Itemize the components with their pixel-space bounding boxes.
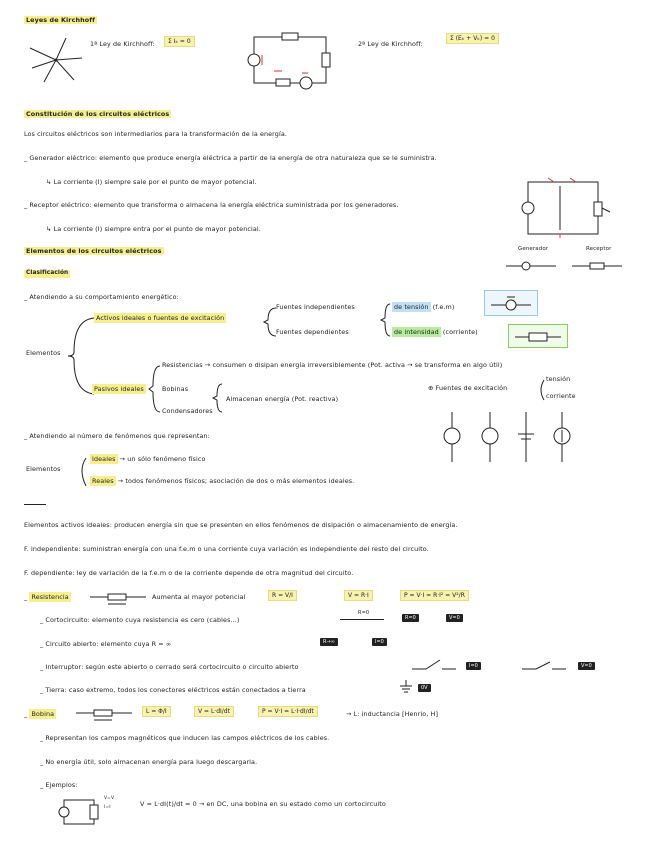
first-law-label: 1ª Ley de Kirchhoff: [90,40,155,48]
fuentes-dependientes: Fuentes dependientes [276,328,349,336]
bob-desc-1: _ Representan los campos magnéticos que inducen las campos eléctricos de los cables. [40,734,330,742]
abierto-def: _ Circuito abierto: elemento cuya R = ∞ [40,640,172,648]
elementos-title: Elementos de los circuitos eléctricos [26,247,162,255]
tierra-def: _ Tierra: caso extremo, todos los conectores eléctricos están conectados a tierra [40,686,306,694]
brace-excitacion [534,378,546,402]
bob-formula-1: L = Φ/I [142,706,171,717]
switch-symbols [412,658,592,672]
example-circuit [56,796,106,828]
ejemplo-t2: I=I [104,805,111,810]
fuente-tension: tensión [546,375,571,383]
activos-ideales: Activos ideales o fuentes de excitación [96,314,225,322]
bob-desc-2: _ No energía útil, solo almacenan energía para luego descargarla. [40,758,258,766]
constitucion-title: Constitución de los circuitos eléctricos [26,110,170,118]
ejemplo-t1: V=V [104,796,115,801]
loop-circuit-diagram [246,33,336,91]
kirchhoff-title: Leyes de Kirchhoff [26,16,96,24]
second-law-label: 2ª Ley de Kirchhoff: [358,40,423,48]
bob-inductance: → L: inductancia [Henrio, H] [346,710,439,718]
switch-v0: V=0 [578,662,595,670]
activos-ideales-def: Elementos activos ideales: producen energía sin que se presenten en ellos fenómenos de disipación o almacenamiento de energía. [24,521,458,529]
constitucion-intro: Los circuitos eléctricos son intermediarios para la transformación de la energía. [24,130,287,138]
condensadores-label: Condensadores [162,407,213,415]
tension-line: de tensión (f.e.m) [394,303,455,311]
dependiente-def: F. dependiente: ley de variación de la f.e.m o de la corriente depende de otra magnitud del circuito. [24,569,354,577]
atendiendo-numero: _ Atendiendo al número de fenómenos que representan: [24,432,210,440]
voltage-source-box [484,290,538,316]
resistencias-desc: Resistencias → consumen o disipan energía irreversiblemente (Pot. activa → se transforma en algo útil) [162,361,503,369]
short-v0: V=0 [446,614,463,622]
inductor-symbol [76,706,132,722]
intensidad-line: de intensidad (corriente) [394,328,478,336]
brace-ideales [76,456,88,488]
brace-almacenan [212,382,224,414]
resistencia-heading: _ Resistencia [24,593,69,601]
first-law-formula: Σ Iₖ = 0 [164,36,195,47]
elementos2-label: Elementos [26,465,61,473]
receptor-label: Receptor [586,246,612,252]
receptor-note: ↳ La corriente (I) siempre entra por el punto de mayor potencial. [46,225,261,233]
bob-formula-3: P = V·I = L·I·dI/dt [258,706,318,717]
pasivos-ideales: Pasivos ideales [94,385,144,393]
res-formula-3: P = V·I = R·I² = V²/R [400,590,469,601]
node-diagram [26,36,86,86]
brace-fuentes [380,302,392,338]
generador-note: ↳ La corriente (I) siempre sale por el punto de mayor potencial. [46,178,257,186]
r0-label: R=0 [358,610,370,616]
ground-icon [398,680,414,694]
ground-0v: 0V [418,684,431,692]
independiente-def: F. independiente: suministran energía con una f.e.m o una corriente cuya variación es independiente del resto del circuito. [24,545,429,553]
ejemplo-desc: V = L·dI(t)/dt = 0 → en DC, una bobina en su estado como un cortocircuito [140,800,386,808]
gen-rec-symbols [506,256,626,272]
current-source-box [508,324,568,348]
almacenan-desc: Almacenan energía (Pot. reactiva) [226,395,339,403]
second-law-formula: Σ (Eₖ + Vₖ) = 0 [446,33,499,44]
fuente-corriente: corriente [546,392,576,400]
bobinas-label: Bobinas [162,385,189,393]
interruptor-def: _ Interruptor: según este abierto o cerrado será cortocircuito o circuito abierto [40,663,299,671]
bob-formula-2: V = L·dI/dt [194,706,234,717]
cortocircuito-def: _ Cortocircuito: elemento cuya resistencia es cero (cables...) [40,616,240,624]
atendiendo-comportamiento: _ Atendiendo a su comportamiento energético: [24,293,179,301]
divider [24,504,46,505]
res-formula-2: V = R·I [344,590,373,601]
resistor-symbol [90,590,146,606]
generator-receptor-circuit [520,176,610,240]
fuentes-independientes: Fuentes independientes [276,303,355,311]
reales-line: Reales → todos fenómenos físicos; asociación de dos o más elementos ideales. [92,477,355,485]
resistencia-desc: Aumenta al mayor potencial [152,593,246,601]
fuentes-excitacion: ⊕ Fuentes de excitación [428,384,508,392]
generador-text: _ Generador eléctrico: elemento que produce energía eléctrica a partir de la energía de otra naturaleza que se le suministra. [24,154,437,162]
elementos-label: Elementos [26,349,61,357]
switch-i0: I=0 [466,662,481,670]
open-rinf: R→∞ [320,638,338,646]
source-symbols [436,412,596,468]
receptor-text: _ Receptor eléctrico: elemento que transforma o almacena la energía eléctrica suministrada por los generadores. [24,201,399,209]
res-formula-1: R = V/I [268,590,297,601]
clasificacion-subtitle: Clasificación [26,270,69,276]
generador-label: Generador [518,246,549,252]
brace-pasivos [148,364,162,414]
bobina-heading: _ Bobina [24,710,55,718]
ideales-line: Ideales → un sólo fenómeno físico [92,455,206,463]
short-wire [340,619,384,620]
open-i0: I=0 [372,638,387,646]
ejemplos-label: _ Ejemplos: [40,781,78,789]
short-r0: R=0 [402,614,419,622]
